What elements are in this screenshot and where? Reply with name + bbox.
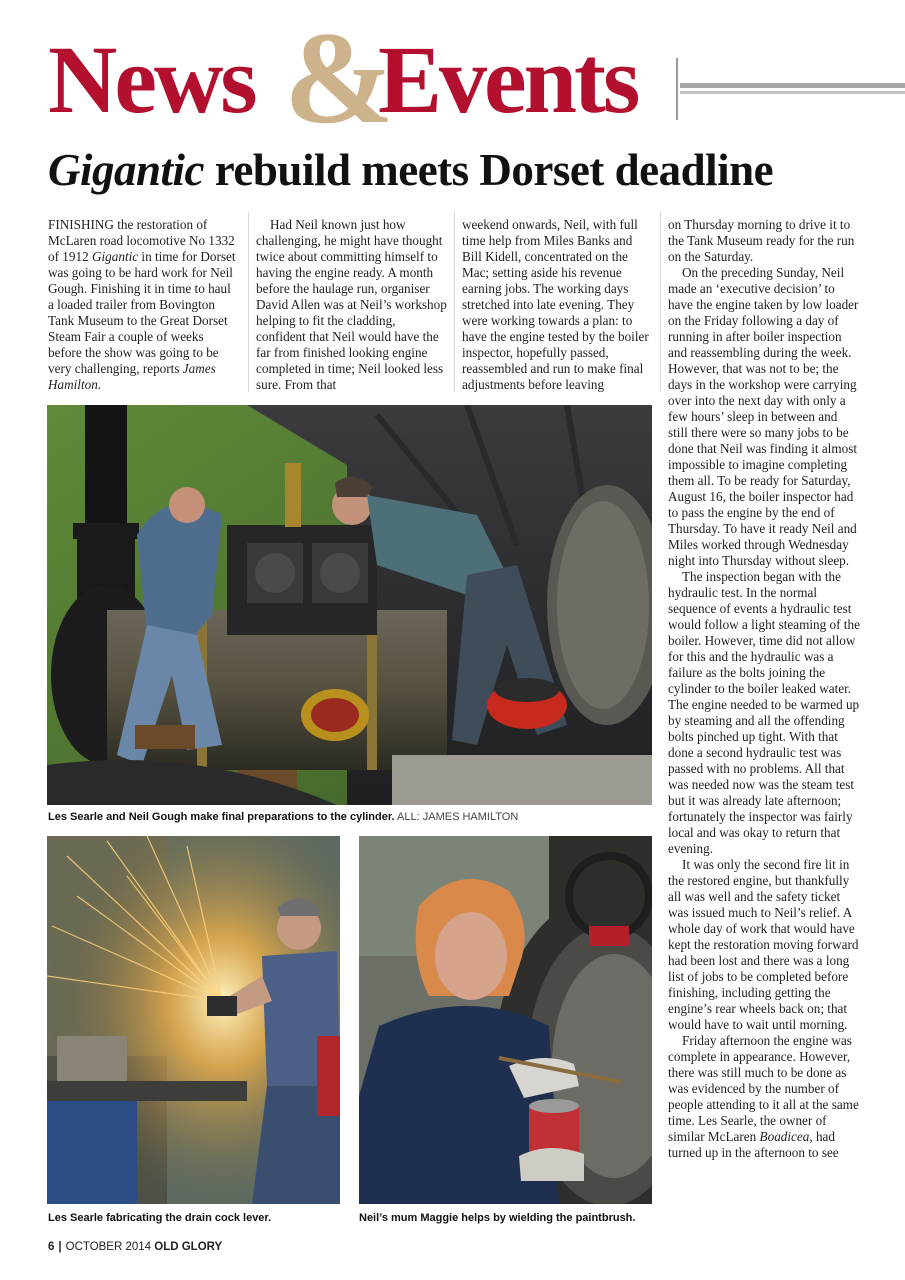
caption-right-photo: Neil’s mum Maggie helps by wielding the paintbrush.: [359, 1212, 636, 1224]
intro-paragraph: [48, 217, 238, 393]
masthead-divider: [676, 58, 678, 120]
article-column-4: [668, 217, 860, 1161]
column-rule: [660, 212, 661, 392]
byline-italic: James Hamilton.: [48, 361, 216, 392]
page-folio: [48, 1240, 222, 1254]
text-run: Friday afternoon the engine was complete in appearance. However, there was still much to be done as was evidenced by the number of people attending to it all at the same time. Les Searle, the owner of similar McLaren: [668, 1033, 859, 1144]
masthead-rule: [680, 83, 905, 88]
column-rule: [248, 212, 249, 392]
photo-credit: ALL: JAMES HAMILTON: [394, 811, 519, 823]
issue-date: OCTOBER 2014: [65, 1241, 155, 1253]
paragraph: It was only the second fire lit in the restored engine, but thankfully all was well and the safety ticket was issued much to Neil’s relief. A whole day of work that would have kept the restoration moving forward had been lost and there was a long list of jobs to be completed before finishing, including getting the engine’s rear wheels back on; that would have to wait until morning.: [668, 857, 859, 1032]
paragraph: Had Neil known just how challenging, he might have thought twice about committing himself to having the engine ready. A month before the haulage run, organiser David Allen was at Neil’s workshop helping to fit the cladding, confident that Neil would have the far from finished looking engine completed in time; Neil looked less sure. From that: [256, 217, 447, 392]
column-rule: [454, 212, 455, 392]
paragraph: The inspection began with the hydraulic test. In the normal sequence of events a hydraulic test would follow a light steaming of the boiler. However, time did not allow for this and the hydraulic was a failure as the bolts joining the cylinder to the boiler leaked water. The engine needed to be warmed up by steaming and all the offending bolts pinched up tight. With that done a second hydraulic test was passed with no problems. All that was needed now was the steam test but it was already late afternoon; fortunately the inspector was fairly local and was okay to return that evening.: [668, 569, 860, 856]
article-column-1: [48, 217, 238, 393]
caption-text: Les Searle and Neil Gough make final preparations to the cylinder.: [48, 811, 395, 823]
masthead-rule-thin: [680, 91, 905, 94]
caption-main-photo: [48, 810, 518, 824]
headline-rest: rebuild meets Dorset deadline: [204, 145, 774, 195]
article-column-2: [256, 217, 448, 393]
headline-italic: Gigantic: [48, 145, 205, 195]
masthead-ampersand: &: [284, 4, 394, 151]
text-run: FINISHING the restoration of McLaren road locomotive No 1332 of 1912: [48, 217, 235, 264]
masthead-events: Events: [378, 26, 638, 133]
photo-engine-cylinder: [47, 405, 652, 805]
article-column-3: [462, 217, 654, 393]
paragraph: [668, 1033, 860, 1161]
text-run: in time for Dorset was going to be hard work for Neil Gough. Finishing it in time to haul a loaded trailer from Bovington Tank Museum to the Great Dorset Steam Fair a couple of weeks before the show was going to be very challenging, reports: [48, 249, 236, 376]
masthead-news: News: [48, 26, 255, 133]
folio-separator: |: [58, 1241, 62, 1253]
photo-painting-wheel: [359, 836, 652, 1204]
text-run: , had turned up in the afternoon to see: [668, 1129, 839, 1160]
text-italic: Gigantic: [91, 249, 139, 264]
text-italic: Boadicea: [759, 1129, 810, 1144]
photo-fabricating-lever: [47, 836, 340, 1204]
paragraph: On the preceding Sunday, Neil made an ‘executive decision’ to have the engine taken by low loader on the Friday following a day of running in after boiler inspection and reassembling during the week. However, that was not to be; the days in the workshop were carrying over into the next day with only a few hours’ sleep in between and still there were so many jobs to be done that Neil was finding it almost impossible to imagine completing them all. To be ready for Saturday, August 16, the boiler inspector had to pass the engine by the end of Thursday. To have it ready Neil and Miles worked through Wednesday night into Thursday without sleep.: [668, 265, 859, 568]
article-headline: [48, 142, 888, 198]
caption-left-photo: Les Searle fabricating the drain cock lever.: [48, 1212, 272, 1224]
magazine-name: OLD GLORY: [154, 1241, 223, 1253]
paragraph: weekend onwards, Neil, with full time help from Miles Banks and Bill Kidell, concentrated on the Mac; setting aside his revenue earning jobs. The working days stretched into late evening. They were working towards a plan: to have the engine tested by the boiler inspector, hopefully passed, reassembled and run to make final adjustments before leaving: [462, 217, 649, 392]
paragraph: on Thursday morning to drive it to the Tank Museum ready for the run on the Saturday.: [668, 217, 855, 264]
masthead: [48, 4, 688, 151]
page-number: 6: [48, 1241, 55, 1253]
